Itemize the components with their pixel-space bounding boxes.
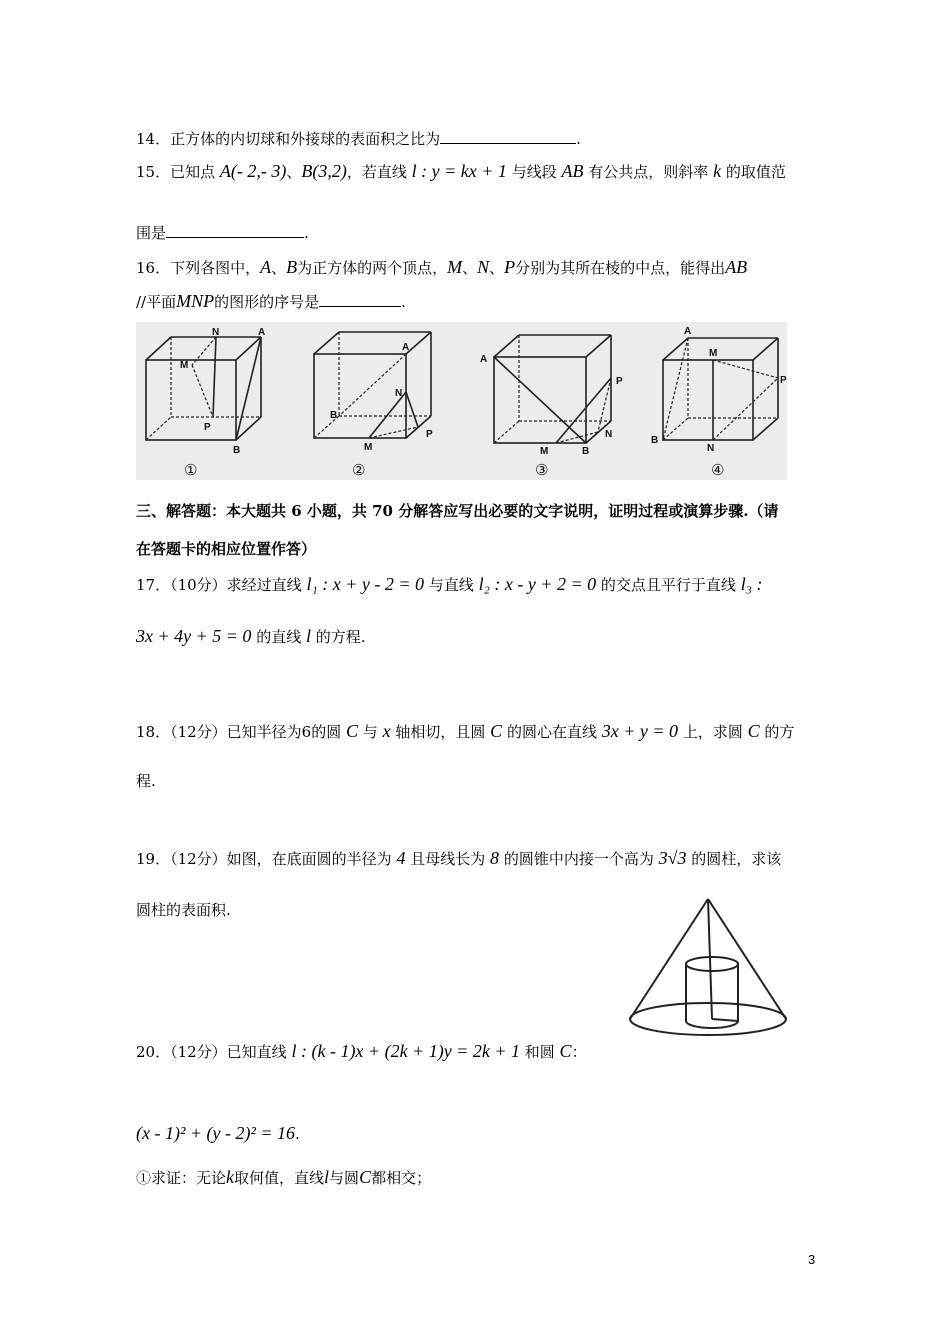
q16-m: M <box>447 257 463 277</box>
fig2-label-n: N <box>395 388 403 399</box>
q20-sub1-text-1: ①求证：无论 <box>136 1169 227 1187</box>
q15-line-eq: l : y = kx + 1 <box>411 161 507 181</box>
q18-text-5: 上，求圆 <box>682 723 743 741</box>
q16-end: . <box>401 293 406 311</box>
q16-text-1: 16．下列各图中， <box>136 259 261 277</box>
q15-point-a: A(- 2,- 3) <box>219 161 287 181</box>
cone-axis <box>708 899 712 1019</box>
q16-b: B <box>286 257 298 277</box>
q19-text-2: 且母线长为 <box>410 850 486 868</box>
q17-text-2: 与直线 <box>428 576 474 594</box>
page-number: 3 <box>808 1252 816 1267</box>
q20-dot: . <box>295 1125 300 1143</box>
cone-base-ellipse <box>630 1003 786 1035</box>
q15-text-3: 与线段 <box>511 163 557 181</box>
q17-text-3: 的交点且平行于直线 <box>600 576 736 594</box>
q15-text-2: ，若直线 <box>346 163 407 181</box>
question-15-line1 <box>136 160 786 183</box>
q16-ab: AB <box>725 257 748 277</box>
q20-circle-eq: (x - 1)² + (y - 2)² = 16 <box>136 1123 296 1143</box>
q15-answer-blank <box>166 223 304 238</box>
fig2-number: ② <box>352 461 366 479</box>
q15-text-4: 有公共点，则斜率 <box>588 163 709 181</box>
q19-height: 3√3 <box>658 848 687 868</box>
q18-line-eq: 3x + y = 0 <box>601 721 679 741</box>
q17-line-l1: l₁ : x + y - 2 = 0 <box>306 574 424 594</box>
question-16-line2 <box>136 290 406 313</box>
q18-text-6: 的方 <box>764 723 795 741</box>
q15-end: . <box>304 224 309 242</box>
q17-text-4: 的直线 <box>256 628 302 646</box>
q16-sep2: 、 <box>462 259 478 277</box>
q17-l3-equation: 3x + 4y + 5 = 0 <box>136 626 252 646</box>
q14-answer-blank <box>440 129 576 144</box>
q18-text-4: 的圆心在直线 <box>506 723 597 741</box>
question-19-line1 <box>136 847 781 870</box>
question-16-line1 <box>136 256 747 279</box>
q16-sep1: 、 <box>271 259 287 277</box>
q20-k: k <box>226 1167 235 1187</box>
q17-text-5: 的方程. <box>315 628 366 646</box>
q20-sub1-text-3: 与圆 <box>329 1169 360 1187</box>
q18-c-1: C <box>346 721 359 741</box>
q19-text-4: 的圆柱，求该 <box>691 850 782 868</box>
q20-colon: ： <box>571 1043 587 1061</box>
q19-radius: 4 <box>396 848 406 868</box>
question-18-line2: 程. <box>136 772 156 790</box>
fig3-label-p: P <box>616 376 623 387</box>
q18-text-1: 18．（12分）已知半径为6的圆 <box>136 723 342 741</box>
cylinder-top-ellipse <box>686 957 738 971</box>
cube-figure-4 <box>663 338 778 440</box>
section-3-heading-line2: 在答题卡的相应位置作答） <box>136 540 317 558</box>
question-19-line2: 圆柱的表面积. <box>136 901 231 919</box>
fig3-number: ③ <box>535 461 549 479</box>
q19-text-1: 19．（12分）如图，在底面圆的半径为 <box>136 850 392 868</box>
q15-sep: 、 <box>286 163 302 181</box>
question-15-line2 <box>136 222 309 244</box>
q16-n: N <box>477 257 490 277</box>
section-3-heading-line1: 三、解答题：本大题共 6 小题，共 70 分解答应写出必要的文字说明，证明过程或演算步骤.（请 <box>136 502 779 520</box>
q17-line-l3: l₃ : <box>740 574 763 594</box>
fig2-label-m: M <box>364 442 373 453</box>
fig2-label-p: P <box>426 429 433 440</box>
fig4-label-a: A <box>684 326 692 337</box>
question-20-line2 <box>136 1122 300 1145</box>
q15-k: k <box>713 161 722 181</box>
q17-l: l <box>306 626 312 646</box>
fig1-label-p: P <box>204 422 211 433</box>
q15-text-1: 15．已知点 <box>136 163 216 181</box>
q19-text-3: 的圆锥中内接一个高为 <box>503 850 654 868</box>
q17-text-1: 17．（10分）求经过直线 <box>136 576 302 594</box>
q20-line-eq: l : (k - 1)x + (2k + 1)y = 2k + 1 <box>291 1041 520 1061</box>
q20-text-1: 20．（12分）已知直线 <box>136 1043 287 1061</box>
fig2-label-b: B <box>330 410 338 421</box>
q14-text: 14．正方体的内切球和外接球的表面积之比为 <box>136 130 441 148</box>
q16-p: P <box>504 257 516 277</box>
fig1-label-m: M <box>180 360 189 371</box>
q20-text-2: 和圆 <box>524 1043 555 1061</box>
fig2-label-a: A <box>402 342 410 353</box>
q18-text-3: 轴相切，且圆 <box>395 723 486 741</box>
question-20-line1 <box>136 1040 587 1063</box>
question-17-line1 <box>136 573 762 596</box>
q16-sep3: 、 <box>489 259 505 277</box>
q15-segment: AB <box>561 161 584 181</box>
base-radius <box>712 1019 738 1021</box>
q19-slant-length: 8 <box>490 848 500 868</box>
fig4-label-m: M <box>709 348 718 359</box>
fig4-label-b: B <box>651 435 659 446</box>
q16-mnp: MNP <box>176 291 215 311</box>
q16-text-4: //平面 <box>136 293 177 311</box>
q16-answer-blank <box>319 292 401 307</box>
question-17-line2 <box>136 625 366 648</box>
question-20-sub1 <box>136 1166 431 1189</box>
question-18-line1 <box>136 720 794 743</box>
q20-c: C <box>559 1041 572 1061</box>
q17-line-l2: l₂ : x - y + 2 = 0 <box>478 574 597 594</box>
q20-sub1-c: C <box>359 1167 372 1187</box>
q20-sub1-text-2: 取何值，直线 <box>234 1169 325 1187</box>
q15-cont: 围是 <box>136 224 167 242</box>
q18-c-3: C <box>747 721 760 741</box>
q18-text-2: 与 <box>362 723 378 741</box>
cylinder-bottom-arc <box>686 1021 738 1028</box>
q16-text-2: 为正方体的两个顶点， <box>297 259 448 277</box>
question-14 <box>136 128 581 150</box>
q16-text-3: 分别为其所在棱的中点，能得出 <box>515 259 726 277</box>
q14-end: . <box>576 130 581 148</box>
q15-point-b: B(3,2) <box>301 161 347 181</box>
q18-c-2: C <box>490 721 503 741</box>
cube-figure-2 <box>314 332 431 438</box>
cube-figures <box>136 322 787 480</box>
fig3-label-a: A <box>480 354 488 365</box>
q15-text-5: 的取值范 <box>725 163 786 181</box>
fig1-label-n: N <box>212 327 220 338</box>
fig3-label-m: M <box>540 446 549 457</box>
q20-sub1-text-4: 都相交； <box>371 1169 432 1187</box>
cone-cylinder-figure <box>624 893 792 1045</box>
q16-text-5: 的图形的序号是 <box>214 293 320 311</box>
fig4-number: ④ <box>711 461 725 479</box>
fig3-label-n: N <box>605 429 613 440</box>
q18-x: x <box>382 721 391 741</box>
fig1-number: ① <box>184 461 198 479</box>
fig1-label-b: B <box>233 445 241 456</box>
cone-slant-right <box>708 899 786 1019</box>
fig4-label-p: P <box>780 375 787 386</box>
q20-l: l <box>324 1167 330 1187</box>
q16-a: A <box>260 257 272 277</box>
fig3-label-b: B <box>582 446 590 457</box>
fig1-label-a: A <box>258 327 266 338</box>
cube-figure-3 <box>494 335 611 443</box>
fig4-label-n: N <box>707 443 715 454</box>
